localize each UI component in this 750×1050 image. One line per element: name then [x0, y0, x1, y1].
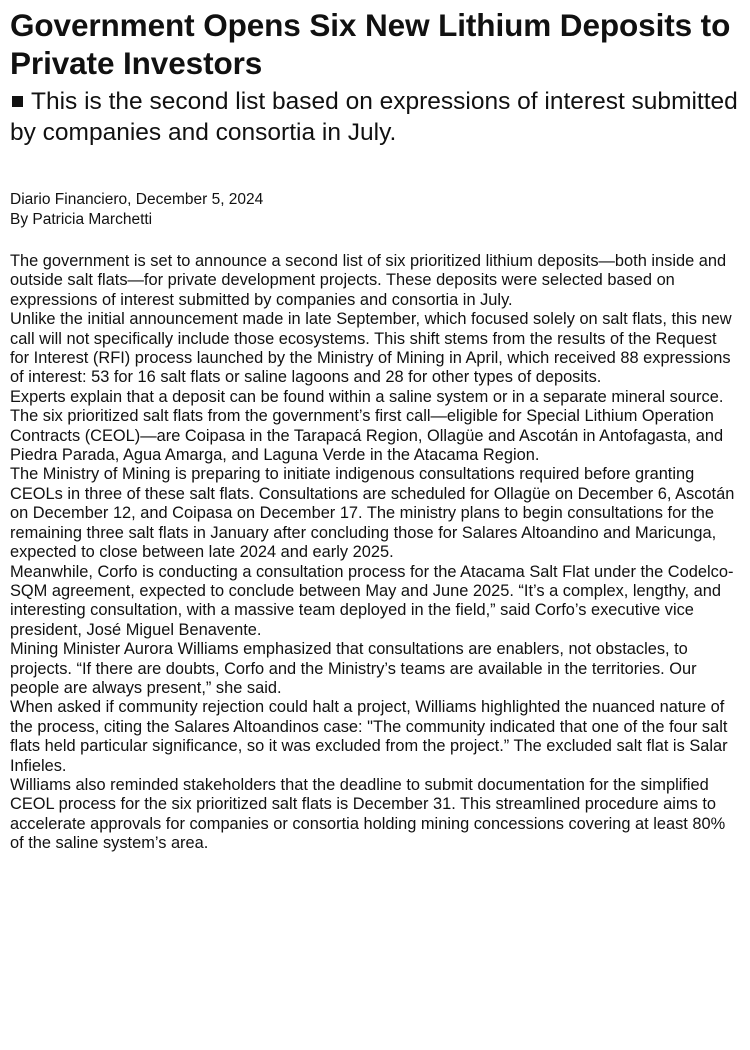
subheadline: This is the second list based on expressions of interest submitted by companies and consortia in July.: [10, 88, 738, 146]
headline: Government Opens Six New Lithium Deposits to Private Investors: [10, 7, 731, 81]
source-line: Diario Financiero, December 5, 2024: [10, 191, 264, 208]
paragraph: Mining Minister Aurora Williams emphasized that consultations are enablers, not obstacles, to projects. “If there are doubts, Corfo and the Ministry’s teams are available in the territories. Our people are always present,” she said.: [10, 640, 697, 697]
square-bullet-icon: [12, 96, 23, 107]
paragraph: The government is set to announce a second list of six prioritized lithium deposits—both inside and outside salt flats—for private development projects. These deposits were selected based on expressions of interest submitted by companies and consortia in July.: [10, 252, 727, 309]
paragraph: Unlike the initial announcement made in late September, which focused solely on salt flats, this new call will not specifically include those ecosystems. This shift stems from the results of the Request for Interest (RFI) process launched by the Ministry of Mining in April, which received 88 expressions of interest: 53 for 16 salt flats or saline lagoons and 28 for other types of deposits.: [10, 310, 732, 387]
paragraph: Williams also reminded stakeholders that the deadline to submit documentation for the simplified CEOL process for the six prioritized salt flats is December 31. This streamlined procedure aims to accelerate approvals for companies or consortia holding mining concessions covering at least 80% of the saline system’s area.: [10, 775, 726, 853]
paragraph: The Ministry of Mining is preparing to initiate indigenous consultations required before granting CEOLs in three of these salt flats. Consultations are scheduled for Ollagüe on December 6, Ascotán on December 12, and Coipasa on December 17. The ministry plans to begin consultations for the remaining three salt flats in January after concluding those for Salares Altoandino and Maricunga, expected to close between late 2024 and early 2025.: [10, 465, 735, 562]
paragraph: Experts explain that a deposit can be found within a saline system or in a separate mineral source. The six prioritized salt flats from the government’s first call—eligible for Special Lithium Operation Contracts (CEOL)—are Coipasa in the Tarapacá Region, Ollagüe and Ascotán in Antofagasta, and Piedra Parada, Agua Amarga, and Laguna Verde in the Atacama Region.: [10, 387, 724, 465]
article-meta: [10, 190, 738, 230]
subheadline-row: [10, 86, 738, 148]
byline: By Patricia Marchetti: [10, 211, 153, 228]
paragraph: Meanwhile, Corfo is conducting a consultation process for the Atacama Salt Flat under the Codelco-SQM agreement, expected to conclude between May and June 2025. “It’s a complex, lengthy, and interesting consultation, with a massive team deployed in the field,” said Corfo’s executive vice president, José Miguel Benavente.: [10, 562, 734, 639]
article-body: [10, 252, 738, 854]
paragraph: When asked if community rejection could halt a project, Williams highlighted the nuanced nature of the process, citing the Salares Altoandinos case: "The community indicated that one of the four salt flats held particular significance, so it was excluded from the project.” The excluded salt flat is Salar Infieles.: [10, 698, 728, 775]
